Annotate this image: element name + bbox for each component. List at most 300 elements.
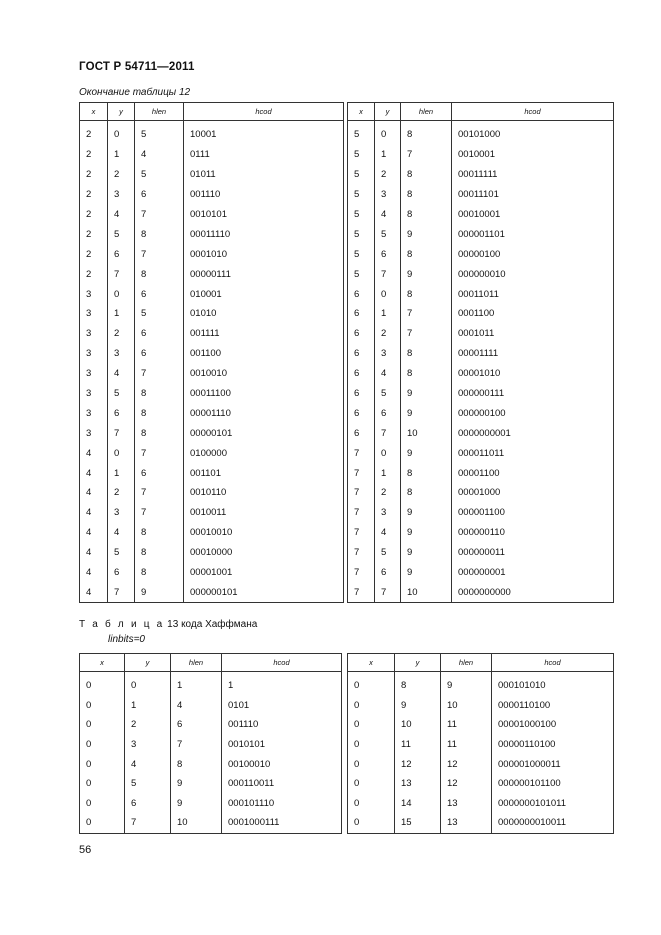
cell-x: 4 — [80, 582, 108, 602]
cell-hlen: 13 — [441, 813, 492, 833]
cell-hlen: 6 — [135, 185, 184, 205]
cell-x: 6 — [348, 344, 375, 364]
table-row — [80, 324, 344, 344]
cell-hlen: 8 — [401, 364, 452, 384]
table13-title-label: Т а б л и ц а — [79, 619, 165, 630]
table-row — [80, 384, 344, 404]
table-row — [348, 324, 614, 344]
cell-hcod: 01011 — [184, 165, 344, 185]
cell-x: 0 — [348, 672, 395, 696]
table-row — [80, 523, 344, 543]
cell-hlen: 10 — [441, 696, 492, 716]
cell-x: 5 — [348, 165, 375, 185]
table-row — [348, 121, 614, 145]
col-header-hlen: hlen — [441, 654, 492, 672]
cell-hcod: 000000011 — [452, 543, 614, 563]
table-row — [348, 344, 614, 364]
cell-y: 1 — [108, 304, 135, 324]
cell-x: 0 — [348, 735, 395, 755]
cell-hcod: 00001100 — [452, 463, 614, 483]
cell-hcod: 00011101 — [452, 185, 614, 205]
cell-x: 2 — [80, 205, 108, 225]
table-row — [348, 244, 614, 264]
cell-y: 4 — [375, 205, 401, 225]
table-row — [80, 205, 344, 225]
cell-hlen: 9 — [401, 503, 452, 523]
cell-hlen: 8 — [401, 344, 452, 364]
cell-hlen: 7 — [135, 364, 184, 384]
cell-x: 3 — [80, 344, 108, 364]
cell-x: 5 — [348, 121, 375, 145]
cell-hlen: 7 — [135, 244, 184, 264]
cell-x: 6 — [348, 284, 375, 304]
col-header-x: x — [348, 654, 395, 672]
cell-x: 4 — [80, 463, 108, 483]
cell-y: 4 — [108, 523, 135, 543]
cell-hlen: 12 — [441, 774, 492, 794]
cell-hcod: 0010011 — [184, 503, 344, 523]
cell-y: 1 — [375, 463, 401, 483]
col-header-y: y — [125, 654, 171, 672]
cell-y: 1 — [375, 145, 401, 165]
cell-hcod: 001110 — [222, 715, 342, 735]
cell-x: 5 — [348, 145, 375, 165]
cell-hlen: 9 — [401, 563, 452, 583]
cell-x: 7 — [348, 543, 375, 563]
cell-hlen: 9 — [135, 582, 184, 602]
cell-y: 5 — [375, 224, 401, 244]
cell-hcod: 000001000011 — [492, 754, 614, 774]
table-row — [80, 244, 344, 264]
table-row — [348, 264, 614, 284]
cell-hlen: 6 — [135, 344, 184, 364]
cell-y: 15 — [395, 813, 441, 833]
cell-y: 2 — [108, 165, 135, 185]
table-row — [348, 463, 614, 483]
cell-y: 11 — [395, 735, 441, 755]
cell-y: 1 — [125, 696, 171, 716]
cell-hcod: 00000100 — [452, 244, 614, 264]
cell-hlen: 8 — [401, 483, 452, 503]
cell-hcod: 001110 — [184, 185, 344, 205]
cell-hcod: 000101010 — [492, 672, 614, 696]
cell-hcod: 00011011 — [452, 284, 614, 304]
cell-hcod: 00011111 — [452, 165, 614, 185]
cell-hlen: 5 — [135, 165, 184, 185]
table-row — [80, 165, 344, 185]
cell-hlen: 10 — [401, 582, 452, 602]
table-row — [80, 483, 344, 503]
cell-y: 4 — [375, 523, 401, 543]
cell-x: 3 — [80, 384, 108, 404]
table-row — [348, 543, 614, 563]
cell-hcod: 1 — [222, 672, 342, 696]
cell-x: 3 — [80, 324, 108, 344]
table-row — [80, 563, 344, 583]
table-row — [80, 304, 344, 324]
cell-x: 0 — [348, 774, 395, 794]
cell-hcod: 000011011 — [452, 443, 614, 463]
cell-hcod: 0100000 — [184, 443, 344, 463]
cell-y: 6 — [108, 563, 135, 583]
table-row — [348, 205, 614, 225]
table-row — [80, 735, 342, 755]
cell-x: 0 — [80, 672, 125, 696]
col-header-hcod: hcod — [492, 654, 614, 672]
cell-x: 0 — [348, 813, 395, 833]
cell-y: 3 — [375, 185, 401, 205]
cell-hlen: 6 — [135, 284, 184, 304]
cell-hlen: 8 — [135, 264, 184, 284]
cell-y: 5 — [108, 384, 135, 404]
cell-y: 4 — [125, 754, 171, 774]
table12-left — [79, 102, 344, 603]
table-row — [348, 563, 614, 583]
cell-x: 6 — [348, 384, 375, 404]
table-row — [348, 145, 614, 165]
cell-x: 0 — [80, 735, 125, 755]
cell-x: 3 — [80, 284, 108, 304]
cell-y: 4 — [375, 364, 401, 384]
table-row — [348, 774, 614, 794]
cell-hlen: 9 — [401, 443, 452, 463]
cell-y: 0 — [375, 443, 401, 463]
table-row — [80, 224, 344, 244]
table-row — [348, 483, 614, 503]
table13-linbits: linbits=0 — [108, 634, 145, 645]
cell-y: 3 — [375, 344, 401, 364]
table-row — [80, 696, 342, 716]
cell-x: 7 — [348, 483, 375, 503]
cell-hlen: 9 — [401, 543, 452, 563]
cell-hcod: 00000110100 — [492, 735, 614, 755]
cell-hcod: 00100010 — [222, 754, 342, 774]
cell-hlen: 11 — [441, 735, 492, 755]
cell-x: 5 — [348, 244, 375, 264]
cell-y: 0 — [375, 284, 401, 304]
cell-y: 6 — [375, 244, 401, 264]
cell-y: 2 — [108, 324, 135, 344]
cell-hlen: 8 — [135, 543, 184, 563]
cell-hcod: 000000100 — [452, 403, 614, 423]
table-row — [348, 224, 614, 244]
cell-y: 10 — [395, 715, 441, 735]
cell-x: 0 — [80, 794, 125, 814]
cell-hlen: 8 — [401, 244, 452, 264]
cell-y: 7 — [108, 582, 135, 602]
cell-hlen: 6 — [171, 715, 222, 735]
cell-hcod: 0001100 — [452, 304, 614, 324]
cell-x: 2 — [80, 264, 108, 284]
cell-hcod: 00011100 — [184, 384, 344, 404]
cell-y: 7 — [108, 264, 135, 284]
cell-x: 3 — [80, 423, 108, 443]
cell-hcod: 00001001 — [184, 563, 344, 583]
cell-hlen: 9 — [171, 794, 222, 814]
col-header-y: y — [108, 103, 135, 121]
cell-hlen: 1 — [171, 672, 222, 696]
cell-y: 2 — [108, 483, 135, 503]
cell-hlen: 13 — [441, 794, 492, 814]
cell-hcod: 000110011 — [222, 774, 342, 794]
cell-y: 1 — [108, 463, 135, 483]
cell-hlen: 7 — [135, 503, 184, 523]
cell-hcod: 001111 — [184, 324, 344, 344]
table13-right — [347, 653, 614, 834]
cell-x: 0 — [80, 754, 125, 774]
cell-x: 2 — [80, 185, 108, 205]
cell-y: 7 — [375, 423, 401, 443]
cell-hcod: 00010000 — [184, 543, 344, 563]
cell-hcod: 000000101 — [184, 582, 344, 602]
cell-hcod: 0000000101011 — [492, 794, 614, 814]
cell-hcod: 01010 — [184, 304, 344, 324]
cell-y: 6 — [108, 244, 135, 264]
cell-x: 4 — [80, 563, 108, 583]
table-row — [348, 384, 614, 404]
cell-y: 0 — [375, 121, 401, 145]
table-row — [80, 403, 344, 423]
cell-x: 4 — [80, 543, 108, 563]
cell-hcod: 0010110 — [184, 483, 344, 503]
table-row — [348, 364, 614, 384]
cell-y: 5 — [108, 224, 135, 244]
cell-y: 6 — [375, 403, 401, 423]
cell-y: 5 — [375, 384, 401, 404]
table-row — [348, 794, 614, 814]
cell-y: 12 — [395, 754, 441, 774]
cell-x: 0 — [348, 794, 395, 814]
cell-hlen: 7 — [135, 205, 184, 225]
cell-hcod: 0010101 — [184, 205, 344, 225]
table12-caption: Окончание таблицы 12 — [79, 87, 191, 98]
cell-y: 2 — [375, 165, 401, 185]
cell-x: 7 — [348, 563, 375, 583]
table-row — [80, 794, 342, 814]
cell-hlen: 8 — [401, 463, 452, 483]
cell-x: 7 — [348, 443, 375, 463]
cell-x: 6 — [348, 324, 375, 344]
cell-x: 0 — [348, 754, 395, 774]
cell-hlen: 8 — [401, 284, 452, 304]
col-header-x: x — [80, 103, 108, 121]
cell-x: 4 — [80, 523, 108, 543]
col-header-hlen: hlen — [171, 654, 222, 672]
cell-hcod: 00000111 — [184, 264, 344, 284]
cell-y: 4 — [108, 205, 135, 225]
cell-hcod: 000001100 — [452, 503, 614, 523]
cell-hlen: 7 — [135, 443, 184, 463]
cell-hlen: 7 — [401, 145, 452, 165]
cell-hcod: 000101110 — [222, 794, 342, 814]
table13-title-text: 13 кода Хаффмана — [164, 619, 258, 630]
cell-x: 4 — [80, 483, 108, 503]
cell-hcod: 00101000 — [452, 121, 614, 145]
cell-hlen: 10 — [171, 813, 222, 833]
table-row — [80, 813, 342, 833]
cell-hcod: 00000101 — [184, 423, 344, 443]
cell-hcod: 000000110 — [452, 523, 614, 543]
cell-y: 3 — [108, 503, 135, 523]
cell-hcod: 0001010 — [184, 244, 344, 264]
cell-hlen: 8 — [401, 185, 452, 205]
table-row — [80, 364, 344, 384]
cell-x: 3 — [80, 364, 108, 384]
cell-hlen: 8 — [401, 165, 452, 185]
cell-y: 7 — [375, 264, 401, 284]
table-row — [348, 754, 614, 774]
cell-x: 7 — [348, 582, 375, 602]
cell-y: 5 — [375, 543, 401, 563]
cell-y: 8 — [395, 672, 441, 696]
table-row — [348, 735, 614, 755]
cell-x: 0 — [80, 715, 125, 735]
cell-x: 4 — [80, 503, 108, 523]
cell-y: 3 — [125, 735, 171, 755]
table-row — [348, 185, 614, 205]
cell-hcod: 0111 — [184, 145, 344, 165]
col-header-hcod: hcod — [452, 103, 614, 121]
cell-x: 6 — [348, 403, 375, 423]
cell-y: 2 — [375, 483, 401, 503]
table-row — [80, 344, 344, 364]
table-row — [348, 165, 614, 185]
cell-hcod: 000001101 — [452, 224, 614, 244]
cell-hlen: 6 — [135, 324, 184, 344]
table-row — [80, 423, 344, 443]
cell-x: 5 — [348, 185, 375, 205]
table-row — [348, 304, 614, 324]
cell-x: 3 — [80, 403, 108, 423]
cell-x: 2 — [80, 121, 108, 145]
cell-y: 0 — [108, 443, 135, 463]
cell-y: 1 — [375, 304, 401, 324]
cell-x: 7 — [348, 523, 375, 543]
table-row — [80, 672, 342, 696]
cell-hlen: 9 — [401, 264, 452, 284]
table12-right — [347, 102, 614, 603]
cell-x: 4 — [80, 443, 108, 463]
cell-x: 2 — [80, 165, 108, 185]
cell-hlen: 7 — [401, 324, 452, 344]
cell-x: 2 — [80, 145, 108, 165]
cell-hlen: 5 — [135, 121, 184, 145]
cell-hcod: 000000010 — [452, 264, 614, 284]
cell-hcod: 00010010 — [184, 523, 344, 543]
cell-hlen: 11 — [441, 715, 492, 735]
cell-x: 2 — [80, 224, 108, 244]
cell-hlen: 12 — [441, 754, 492, 774]
cell-x: 7 — [348, 503, 375, 523]
col-header-y: y — [395, 654, 441, 672]
table-row — [80, 264, 344, 284]
cell-hlen: 8 — [171, 754, 222, 774]
cell-hcod: 0101 — [222, 696, 342, 716]
table-row — [348, 672, 614, 696]
cell-y: 2 — [375, 324, 401, 344]
cell-hlen: 7 — [171, 735, 222, 755]
table-row — [80, 145, 344, 165]
cell-hcod: 0001011 — [452, 324, 614, 344]
table-row — [80, 443, 344, 463]
cell-hcod: 0000000010011 — [492, 813, 614, 833]
cell-hcod: 10001 — [184, 121, 344, 145]
cell-hcod: 010001 — [184, 284, 344, 304]
cell-hlen: 4 — [171, 696, 222, 716]
cell-hcod: 001101 — [184, 463, 344, 483]
table-row — [80, 463, 344, 483]
cell-hcod: 0010001 — [452, 145, 614, 165]
col-header-x: x — [348, 103, 375, 121]
cell-y: 6 — [125, 794, 171, 814]
table-row — [348, 423, 614, 443]
cell-hcod: 00001111 — [452, 344, 614, 364]
cell-hlen: 7 — [401, 304, 452, 324]
cell-y: 5 — [108, 543, 135, 563]
cell-y: 2 — [125, 715, 171, 735]
cell-y: 0 — [125, 672, 171, 696]
cell-hlen: 8 — [135, 523, 184, 543]
cell-y: 13 — [395, 774, 441, 794]
table-row — [80, 284, 344, 304]
table13-title — [79, 619, 257, 630]
cell-hlen: 8 — [135, 384, 184, 404]
cell-hlen: 8 — [401, 205, 452, 225]
table-row — [80, 715, 342, 735]
cell-hlen: 9 — [401, 224, 452, 244]
cell-hlen: 7 — [135, 483, 184, 503]
table-row — [80, 774, 342, 794]
cell-x: 0 — [348, 715, 395, 735]
cell-hlen: 8 — [401, 121, 452, 145]
cell-y: 4 — [108, 364, 135, 384]
cell-y: 0 — [108, 284, 135, 304]
cell-x: 6 — [348, 364, 375, 384]
col-header-hlen: hlen — [401, 103, 452, 121]
cell-x: 0 — [348, 696, 395, 716]
table-row — [348, 582, 614, 602]
cell-hlen: 8 — [135, 224, 184, 244]
cell-hcod: 00001000100 — [492, 715, 614, 735]
table-row — [348, 813, 614, 833]
col-header-hlen: hlen — [135, 103, 184, 121]
cell-hcod: 000000001 — [452, 563, 614, 583]
cell-y: 3 — [108, 344, 135, 364]
cell-hlen: 4 — [135, 145, 184, 165]
cell-x: 5 — [348, 224, 375, 244]
table-row — [348, 443, 614, 463]
cell-hcod: 00001110 — [184, 403, 344, 423]
table-row — [80, 754, 342, 774]
col-header-hcod: hcod — [184, 103, 344, 121]
table-row — [348, 503, 614, 523]
cell-hcod: 000000101100 — [492, 774, 614, 794]
table-row — [80, 121, 344, 145]
cell-y: 7 — [125, 813, 171, 833]
cell-hlen: 10 — [401, 423, 452, 443]
cell-x: 5 — [348, 205, 375, 225]
cell-y: 3 — [108, 185, 135, 205]
cell-hcod: 00010001 — [452, 205, 614, 225]
cell-x: 0 — [80, 813, 125, 833]
cell-hlen: 8 — [135, 563, 184, 583]
cell-x: 7 — [348, 463, 375, 483]
table-row — [80, 582, 344, 602]
cell-hcod: 0000000001 — [452, 423, 614, 443]
cell-hcod: 0010010 — [184, 364, 344, 384]
table-row — [348, 403, 614, 423]
col-header-y: y — [375, 103, 401, 121]
